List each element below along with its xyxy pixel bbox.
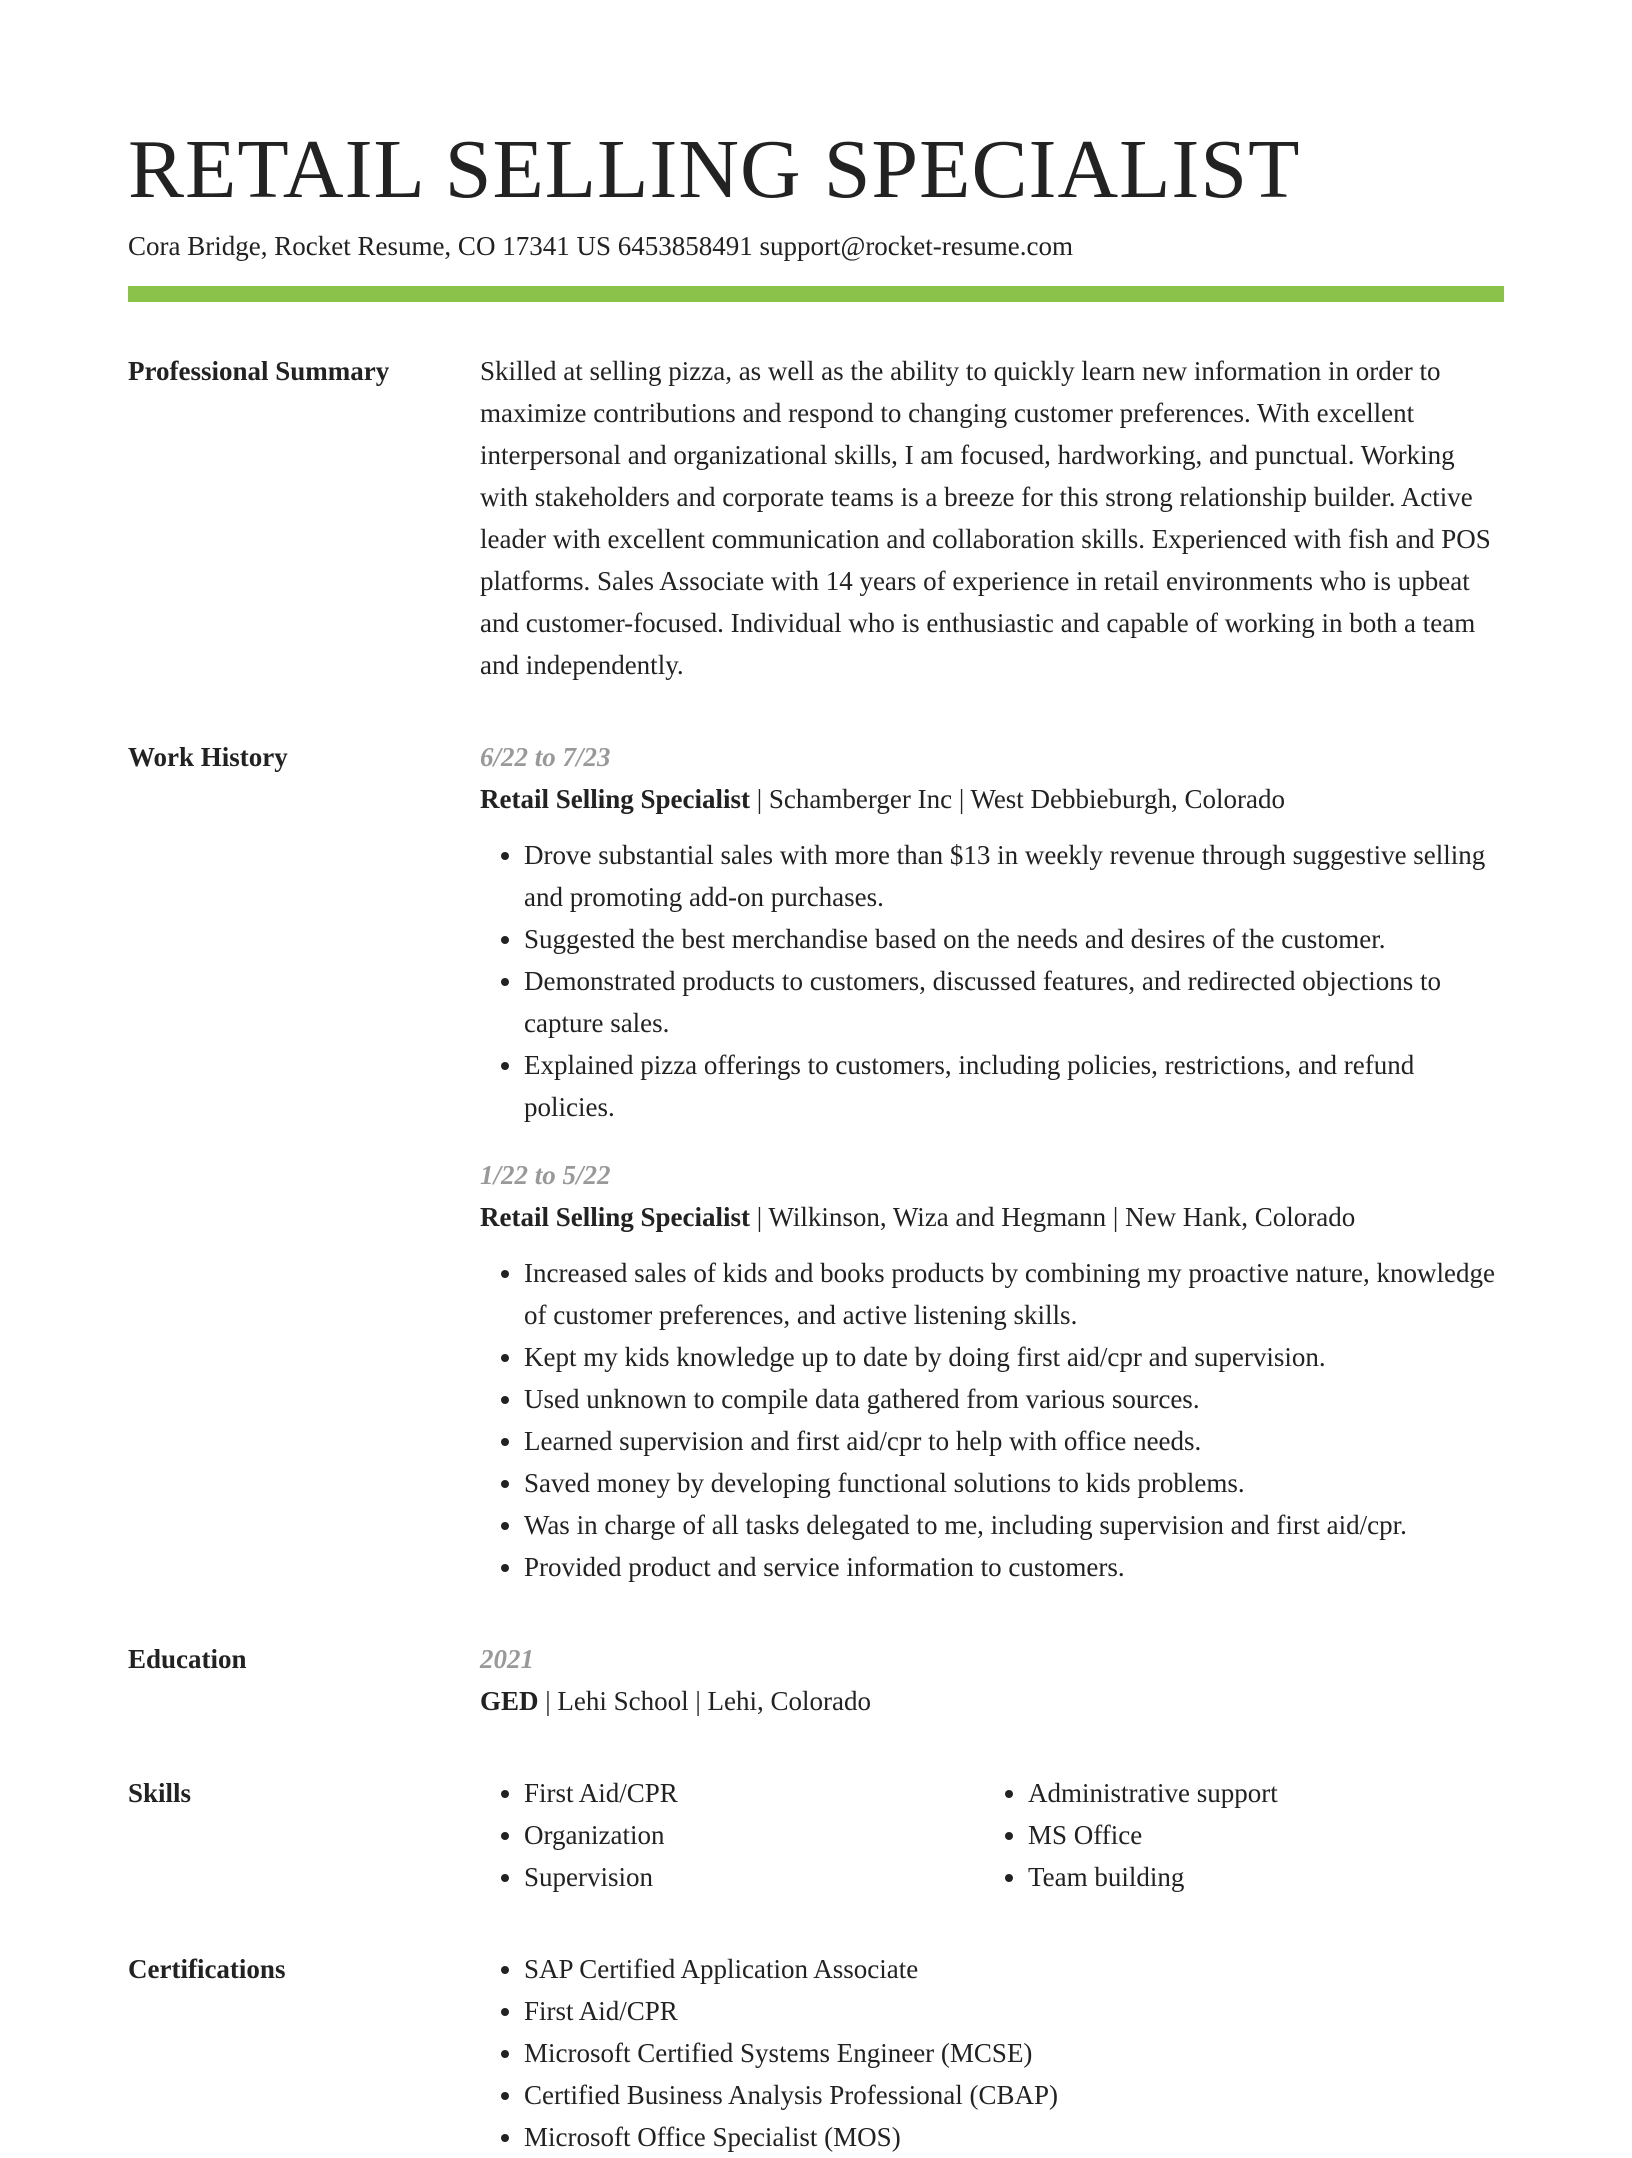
skills-section	[128, 1772, 1504, 1898]
summary-section	[128, 350, 1504, 686]
list-item: • Microsoft Certified Systems Engineer (MCSE)	[524, 2032, 1504, 2074]
education-body	[480, 1638, 1504, 1722]
header-divider	[128, 286, 1504, 302]
list-item: • Used unknown to compile data gathered from various sources.	[524, 1378, 1504, 1420]
skills-column-right	[984, 1772, 1488, 1898]
list-item: • Supervision	[524, 1856, 984, 1898]
list-item: • Administrative support	[1028, 1772, 1488, 1814]
contact-line: Cora Bridge, Rocket Resume, CO 17341 US 6453858491 support@rocket-resume.com	[128, 231, 1073, 261]
education-details: | Lehi School | Lehi, Colorado	[538, 1686, 872, 1716]
list-item: • Increased sales of kids and books products by combining my proactive nature, knowledge of customer preferences, and active listening skills.	[524, 1252, 1504, 1336]
certifications-body	[480, 1948, 1504, 2158]
education-year: 2021	[480, 1644, 534, 1674]
list-item: • Team building	[1028, 1856, 1488, 1898]
list-item: • Certified Business Analysis Professional (CBAP)	[524, 2074, 1504, 2116]
list-item: • Explained pizza offerings to customers, including policies, restrictions, and refund policies.	[524, 1044, 1504, 1128]
job-bullets	[480, 834, 1504, 1128]
section-label-work-history: Work History	[128, 742, 288, 772]
certifications-list	[480, 1948, 1504, 2158]
skills-grid	[480, 1772, 1504, 1898]
certifications-section	[128, 1948, 1504, 2158]
skills-column-left	[480, 1772, 984, 1898]
resume-page	[128, 120, 1504, 2158]
summary-text: Skilled at selling pizza, as well as the ability to quickly learn new information in order to maximize contributions and respond to changing customer preferences. With excellent interpersonal and organizational skills, I am focused, hardworking, and punctual. Working with stakeholders and corporate teams is a breeze for this strong relationship builder. Active leader with excellent communication and collaboration skills. Experienced with fish and POS platforms. Sales Associate with 14 years of experience in retail environments who is upbeat and customer-focused. Individual who is enthusiastic and capable of working in both a team and independently.	[480, 356, 1491, 680]
skills-body	[480, 1772, 1504, 1898]
section-label-certifications: Certifications	[128, 1954, 286, 1984]
list-item: • Was in charge of all tasks delegated to me, including supervision and first aid/cpr.	[524, 1504, 1504, 1546]
work-history-section	[128, 736, 1504, 1588]
job-entry	[480, 736, 1504, 1128]
list-item: • SAP Certified Application Associate	[524, 1948, 1504, 1990]
work-history-body	[480, 736, 1504, 1588]
job-dates: 6/22 to 7/23	[480, 742, 611, 772]
section-label-education: Education	[128, 1644, 247, 1674]
list-item: • MS Office	[1028, 1814, 1488, 1856]
list-item: • Suggested the best merchandise based on the needs and desires of the customer.	[524, 918, 1504, 960]
job-details: | Wilkinson, Wiza and Hegmann | New Hank, Colorado	[750, 1202, 1356, 1232]
list-item: • Demonstrated products to customers, discussed features, and redirected objections to capture sales.	[524, 960, 1504, 1044]
job-entry	[480, 1154, 1504, 1588]
summary-body	[480, 350, 1504, 686]
job-bullets	[480, 1252, 1504, 1588]
list-item: • First Aid/CPR	[524, 1990, 1504, 2032]
list-item: • Kept my kids knowledge up to date by doing first aid/cpr and supervision.	[524, 1336, 1504, 1378]
skills-list	[480, 1772, 984, 1898]
education-degree: GED	[480, 1686, 539, 1716]
job-role: Retail Selling Specialist	[480, 1202, 750, 1232]
list-item: • Organization	[524, 1814, 984, 1856]
job-dates: 1/22 to 5/22	[480, 1160, 611, 1190]
list-item: • Learned supervision and first aid/cpr to help with office needs.	[524, 1420, 1504, 1462]
job-heading	[480, 778, 1504, 820]
list-item: • Provided product and service information to customers.	[524, 1546, 1504, 1588]
job-role: Retail Selling Specialist	[480, 784, 750, 814]
list-item: • Drove substantial sales with more than $13 in weekly revenue through suggestive selling and promoting add-on purchases.	[524, 834, 1504, 918]
list-item: • Microsoft Office Specialist (MOS)	[524, 2116, 1504, 2158]
education-heading	[480, 1680, 1504, 1722]
section-label-summary: Professional Summary	[128, 356, 390, 386]
section-label-skills: Skills	[128, 1778, 192, 1808]
job-heading	[480, 1196, 1504, 1238]
education-section	[128, 1638, 1504, 1722]
list-item: • Saved money by developing functional solutions to kids problems.	[524, 1462, 1504, 1504]
job-details: | Schamberger Inc | West Debbieburgh, Colorado	[750, 784, 1286, 814]
list-item: • First Aid/CPR	[524, 1772, 984, 1814]
skills-list	[984, 1772, 1488, 1898]
resume-title: RETAIL SELLING SPECIALIST	[128, 123, 1301, 216]
